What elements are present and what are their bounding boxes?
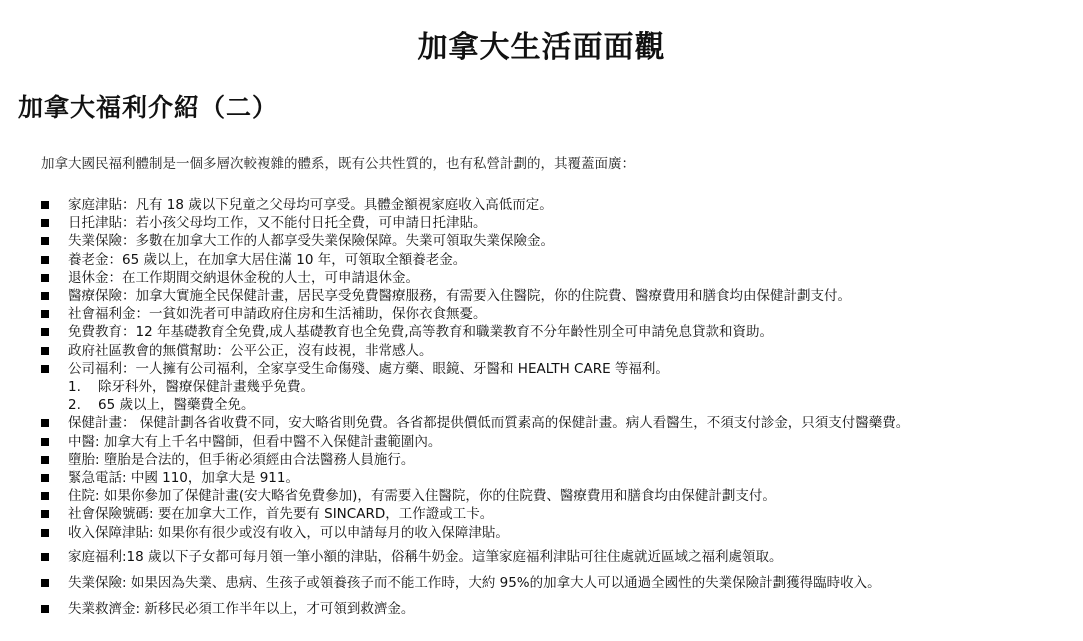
- square-bullet-icon: [41, 456, 49, 464]
- list-item: 緊急電話: 中國 110，加拿大是 911。: [0, 469, 1083, 487]
- list-item: 退休金：在工作期間交納退休金稅的人士，可申請退休金。: [0, 269, 1083, 287]
- intro-paragraph: 加拿大國民福利體制是一個多層次較複雜的體系，既有公共性質的，也有私營計劃的，其覆蓋面廣：: [41, 156, 635, 172]
- square-bullet-icon: [41, 219, 49, 227]
- square-bullet-icon: [41, 474, 49, 482]
- square-bullet-icon: [41, 237, 49, 245]
- square-bullet-icon: [41, 605, 49, 613]
- list-item: 保健計畫： 保健計劃各省收費不同，安大略省則免費。各省都提供價低而質素高的保健計畫。病人看醫生，不須支付診金，只須支付醫藥費。: [0, 414, 1083, 432]
- list-item: 家庭津貼：凡有 18 歲以下兒童之父母均可享受。具體金額視家庭收入高低而定。: [0, 196, 1083, 214]
- list-item: 政府社區教會的無償幫助：公平公正，沒有歧視，非常感人。: [0, 342, 1083, 360]
- sub-list-item: 2. 65 歲以上，醫藥費全免。: [68, 397, 255, 414]
- list-item: 失業救濟金: 新移民必須工作半年以上，才可領到救濟金。: [0, 600, 1083, 618]
- list-item: 失業保險: 如果因為失業、患病、生孩子或領養孩子而不能工作時，大約 95%的加拿大人可以通過全國性的失業保險計劃獲得臨時收入。: [0, 574, 1083, 592]
- page-title: 加拿大生活面面觀: [417, 30, 666, 65]
- square-bullet-icon: [41, 579, 49, 587]
- list-item: 社會福利金：一貧如洗者可申請政府住房和生活補助，保你衣食無憂。: [0, 305, 1083, 323]
- square-bullet-icon: [41, 492, 49, 500]
- square-bullet-icon: [41, 553, 49, 561]
- square-bullet-icon: [41, 510, 49, 518]
- square-bullet-icon: [41, 419, 49, 427]
- list-item: 家庭福利:18 歲以下子女都可每月領一筆小額的津貼，俗稱牛奶金。這筆家庭福利津貼可往住處就近區域之福利處領取。: [0, 548, 1083, 566]
- square-bullet-icon: [41, 347, 49, 355]
- list-item: 養老金：65 歲以上，在加拿大居住滿 10 年，可領取全額養老金。: [0, 251, 1083, 269]
- list-item: 墮胎: 墮胎是合法的，但手術必須經由合法醫務人員施行。: [0, 451, 1083, 469]
- square-bullet-icon: [41, 274, 49, 282]
- list-item: 失業保險：多數在加拿大工作的人都享受失業保險保障。失業可領取失業保險金。: [0, 232, 1083, 250]
- list-item: 免費教育：12 年基礎教育全免費,成人基礎教育也全免費,高等教育和職業教育不分年齡性別全可申請免息貸款和資助。: [0, 323, 1083, 341]
- list-item: 公司福利：一人擁有公司福利，全家享受生命傷殘、處方藥、眼鏡、牙醫和 HEALTH CARE 等福利。: [0, 360, 1083, 378]
- list-item: 住院: 如果你參加了保健計畫(安大略省免費參加)，有需要入住醫院，你的住院費、醫療費用和膳食均由保健計劃支付。: [0, 487, 1083, 505]
- benefits-list: [0, 196, 1083, 618]
- square-bullet-icon: [41, 438, 49, 446]
- spacer: [0, 592, 1083, 600]
- list-item: 中醫: 加拿大有上千名中醫師，但看中醫不入保健計畫範圍內。: [0, 433, 1083, 451]
- list-item: 日托津貼：若小孩父母均工作，又不能付日托全費，可申請日托津貼。: [0, 214, 1083, 232]
- list-item: 社會保險號碼: 要在加拿大工作，首先要有 SINCARD，工作證或工卡。: [0, 505, 1083, 523]
- square-bullet-icon: [41, 328, 49, 336]
- square-bullet-icon: [41, 256, 49, 264]
- square-bullet-icon: [41, 292, 49, 300]
- list-item: 醫療保險：加拿大實施全民保健計畫，居民享受免費醫療服務，有需要入住醫院，你的住院費、醫療費用和膳食均由保健計劃支付。: [0, 287, 1083, 305]
- square-bullet-icon: [41, 365, 49, 373]
- sub-list-item: 1. 除牙科外，醫療保健計畫幾乎免費。: [68, 379, 314, 396]
- square-bullet-icon: [41, 310, 49, 318]
- spacer: [0, 566, 1083, 574]
- square-bullet-icon: [41, 201, 49, 209]
- square-bullet-icon: [41, 529, 49, 537]
- section-title: 加拿大福利介紹（二）: [18, 93, 279, 122]
- list-item: 收入保障津貼: 如果你有很少或沒有收入，可以申請每月的收入保障津貼。: [0, 524, 1083, 542]
